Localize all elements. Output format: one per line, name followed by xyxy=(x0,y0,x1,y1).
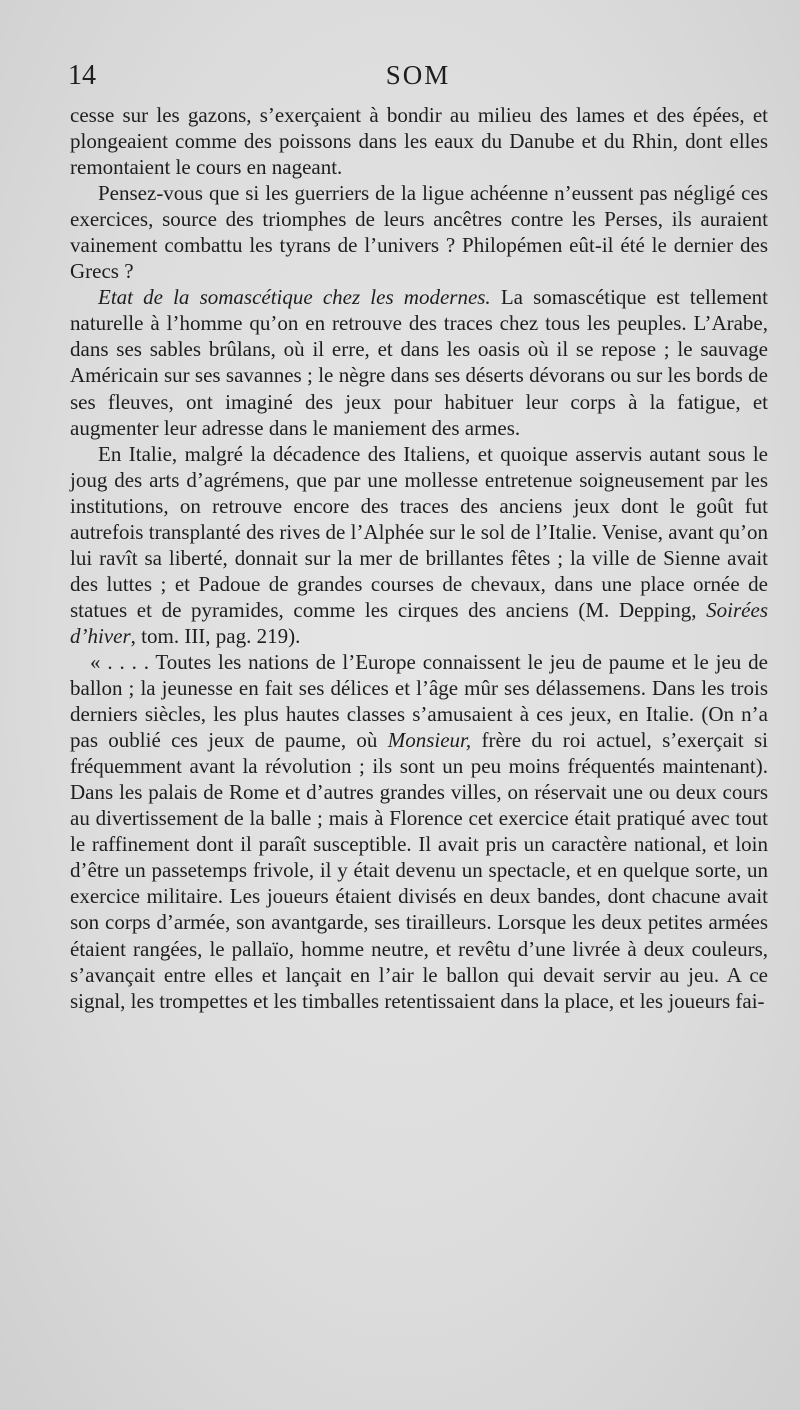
paragraph-4-text: En Italie, malgré la décadence des Italiens, et quoique asservis autant sous le joug des arts d’agrémens, que par une mollesse entretenue soigneusement par les institutions, on retrouve encore des traces des anciens jeux dont le goût fut autrefois transplanté des rives de l’Alphée sur le sol de l’Italie. Venise, avant qu’on lui ravît sa liberté, donnait sur la mer de brillantes fêtes ; la ville de Sienne avait des luttes ; et Padoue de grandes courses de chevaux, dans une place ornée de statues et de pyramides, comme les cirques des anciens (M. Depping, xyxy=(70,441,768,622)
paragraph-5 xyxy=(70,649,768,1014)
running-head: SOM xyxy=(385,60,451,90)
paragraph-1 xyxy=(70,102,768,180)
page-header xyxy=(68,60,768,96)
paragraph-2-text: Pensez-vous que si les guerriers de la ligue achéenne n’eussent pas négligé ces exercices, source des triomphes de leurs ancêtres contre les Perses, ils auraient vainement combattu les tyrans de l’univers ? Philopémen eût-il été le dernier des Grecs ? xyxy=(70,181,768,284)
body-text xyxy=(70,102,768,1014)
paragraph-5-text-after: frère du roi actuel, s’exerçait si fréquemment avant la révolution ; ils sont un peu moins fréquentés maintenant). Dans les palais de Rome et d’autres grandes villes, on réservait une ou deux cours au divertissement de la balle ; mais à Florence cet exercice était pratiqué avec tout le raffinement dont il paraît susceptible. Il avait pris un caractère national, et loin d’être un passetemps frivole, il y était devenu un spectacle, et en quelque sorte, un exercice militaire. Les joueurs étaient divisés en deux bandes, dont chacune avait son corps d’armée, son avantgarde, ses tirailleurs. Lorsque les deux petites armées étaient rangées, le pallaïo, homme neutre, et revêtu d’une livrée à deux couleurs, s’avançait entre elles et lançait en l’air le ballon qui devait servir au jeu. A ce signal, les trompettes et les timballes retentissaient dans la place, et les joueurs fai- xyxy=(70,728,769,1013)
paragraph-4-text-after: , tom. III, pag. 219). xyxy=(130,623,301,648)
paragraph-3-text: La somascétique est tellement naturelle à l’homme qu’on en retrouve des traces chez tous les peuples. L’Arabe, dans ses sables brûlans, où il erre, et dans les oasis où il se repose ; le sauvage Américain sur ses savannes ; le nègre dans ses déserts dévorans ou sur les bords de ses fleuves, ont imaginé des jeux pour habituer leur corps à la fatigue, et augmenter leur adresse dans le maniement des armes. xyxy=(70,285,768,440)
paragraph-4 xyxy=(70,441,768,649)
paragraph-2 xyxy=(70,180,768,284)
paragraph-1-text: cesse sur les gazons, s’exerçaient à bondir au milieu des lames et des épées, et plongeaient comme des poissons dans les eaux du Danube et du Rhin, dont elles remontaient le cours en nageant. xyxy=(70,103,768,180)
section-heading-italic: Etat de la somascétique chez les modernes. xyxy=(98,285,491,310)
paragraph-3 xyxy=(70,284,768,440)
paragraph-5-text: « . . . . Toutes les nations de l’Europe connaissent le jeu de paume et le jeu de ballon ; la jeunesse en fait ses délices et l’âge mûr ses délassemens. Dans les trois derniers siècles, les plus hautes classes s’amusaient à ces jeux, en Italie. (On n’a pas oublié ces jeux de paume, où xyxy=(70,649,768,753)
citation-title-italic: Soirées d’hiver xyxy=(70,597,768,648)
page-number: 14 xyxy=(68,60,96,91)
monsieur-italic: Monsieur, xyxy=(387,728,472,753)
